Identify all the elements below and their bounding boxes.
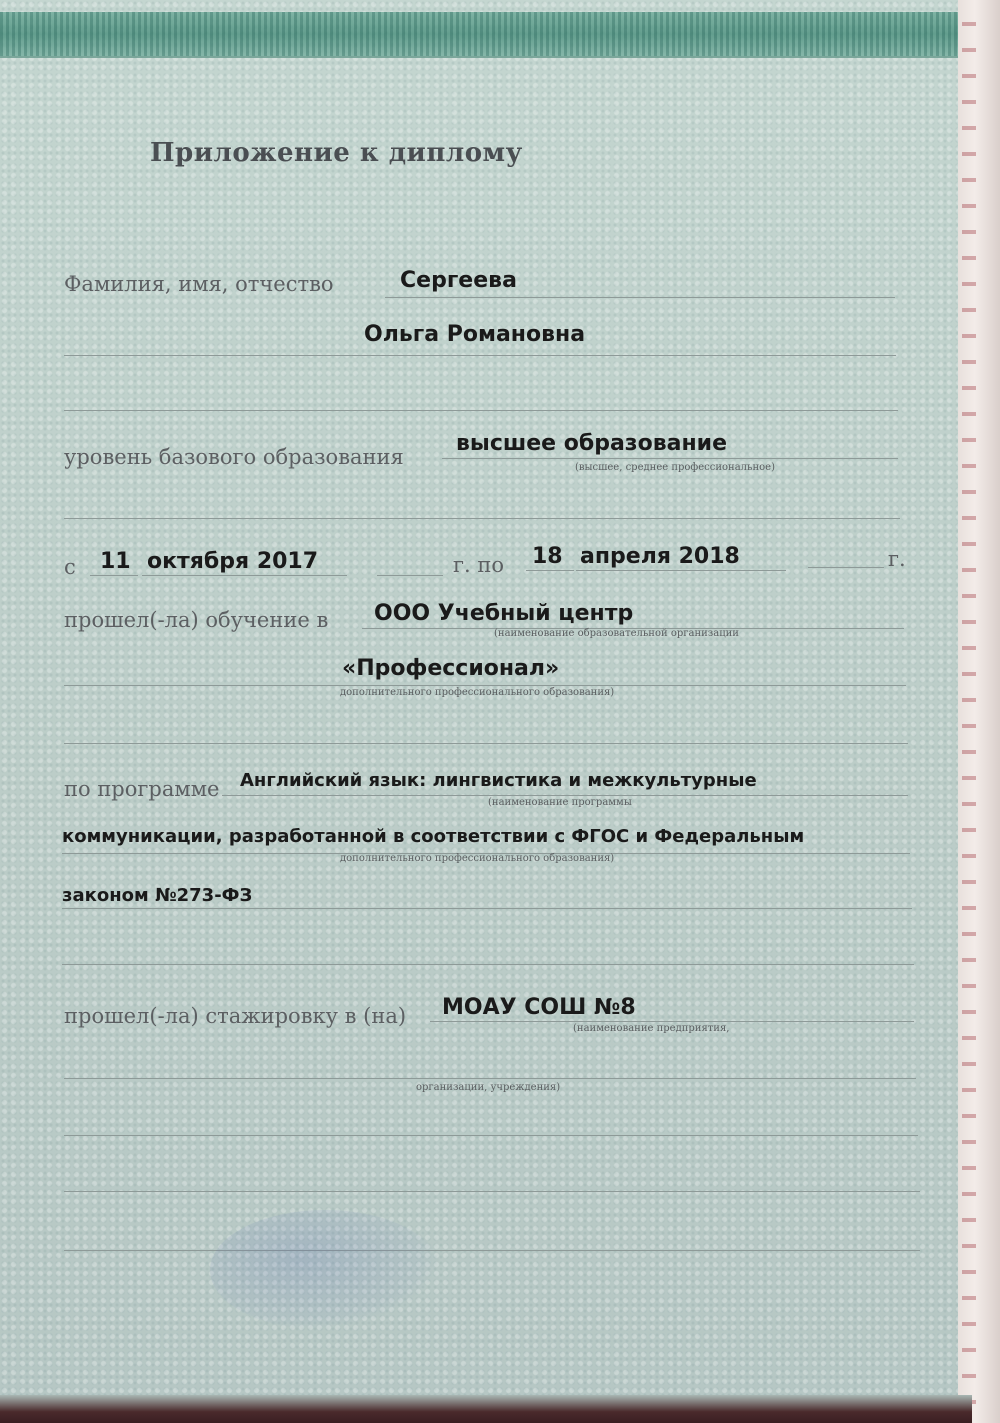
- period-end-underline: [576, 570, 786, 571]
- education-level-hint: (высшее, среднее профессиональное): [575, 462, 775, 473]
- education-level-underline-2: [64, 518, 900, 519]
- period-start-day: 11: [100, 549, 131, 574]
- internship-underline-4: [64, 1191, 920, 1192]
- program-label: по программе: [64, 777, 220, 801]
- training-underline-3: [64, 743, 908, 744]
- internship-underline-5: [64, 1250, 920, 1251]
- ornament-band: [0, 12, 960, 58]
- period-end-day-underline: [526, 570, 574, 571]
- program-line3: законом №273-ФЗ: [62, 885, 253, 906]
- faded-stamp: [210, 1210, 440, 1330]
- program-line1: Английский язык: лингвистика и межкультурные: [240, 770, 757, 791]
- internship-value: МОАУ СОШ №8: [442, 995, 636, 1020]
- period-start-underline: [142, 575, 347, 576]
- internship-underline: [430, 1021, 914, 1022]
- period-end-month-year: апреля 2018: [580, 544, 740, 569]
- internship-underline-2: [64, 1078, 916, 1079]
- internship-underline-3: [64, 1135, 918, 1136]
- period-end-day: 18: [532, 544, 563, 569]
- training-org-hint2: дополнительного профессионального образования): [340, 687, 615, 698]
- period-prefix: с: [64, 555, 76, 579]
- fio-label: Фамилия, имя, отчество: [64, 272, 334, 296]
- education-level-label: уровень базового образования: [64, 445, 404, 469]
- internship-label: прошел(-ла) стажировку в (на): [64, 1004, 407, 1028]
- fio-underline-3: [64, 410, 898, 411]
- program-underline-4: [62, 964, 914, 965]
- period-middle: г. по: [453, 553, 504, 577]
- fio-surname: Сергеева: [400, 268, 517, 293]
- training-underline-2: [64, 685, 906, 686]
- training-org-line1: ООО Учебный центр: [374, 601, 634, 626]
- cover-bottom-edge: [0, 1395, 972, 1423]
- internship-hint2: организации, учреждения): [416, 1082, 561, 1093]
- internship-hint1: (наименование предприятия,: [573, 1023, 730, 1034]
- fio-underline-2: [64, 355, 896, 356]
- period-end-gap-underline: [808, 567, 884, 568]
- education-level-value: высшее образование: [456, 431, 727, 456]
- fio-name-patronymic: Ольга Романовна: [364, 322, 586, 347]
- program-underline-3: [62, 908, 912, 909]
- training-org-hint1: (наименование образовательной организации: [494, 628, 739, 639]
- period-suffix: г.: [888, 547, 906, 571]
- period-gap-underline: [377, 575, 443, 576]
- program-line2: коммуникации, разработанной в соответствии с ФГОС и Федеральным: [62, 826, 805, 847]
- period-start-month-year: октября 2017: [147, 549, 319, 574]
- fio-underline: [385, 297, 895, 298]
- program-hint1: (наименование программы: [488, 797, 632, 808]
- education-level-underline: [442, 458, 898, 459]
- training-label: прошел(-ла) обучение в: [64, 608, 329, 632]
- training-org-line2: «Профессионал»: [342, 656, 560, 681]
- period-start-day-underline: [90, 575, 138, 576]
- binding-stitches: [962, 0, 976, 1423]
- document-title: Приложение к диплому: [150, 138, 523, 168]
- program-hint2: дополнительного профессионального образования): [340, 853, 615, 864]
- program-underline: [222, 795, 908, 796]
